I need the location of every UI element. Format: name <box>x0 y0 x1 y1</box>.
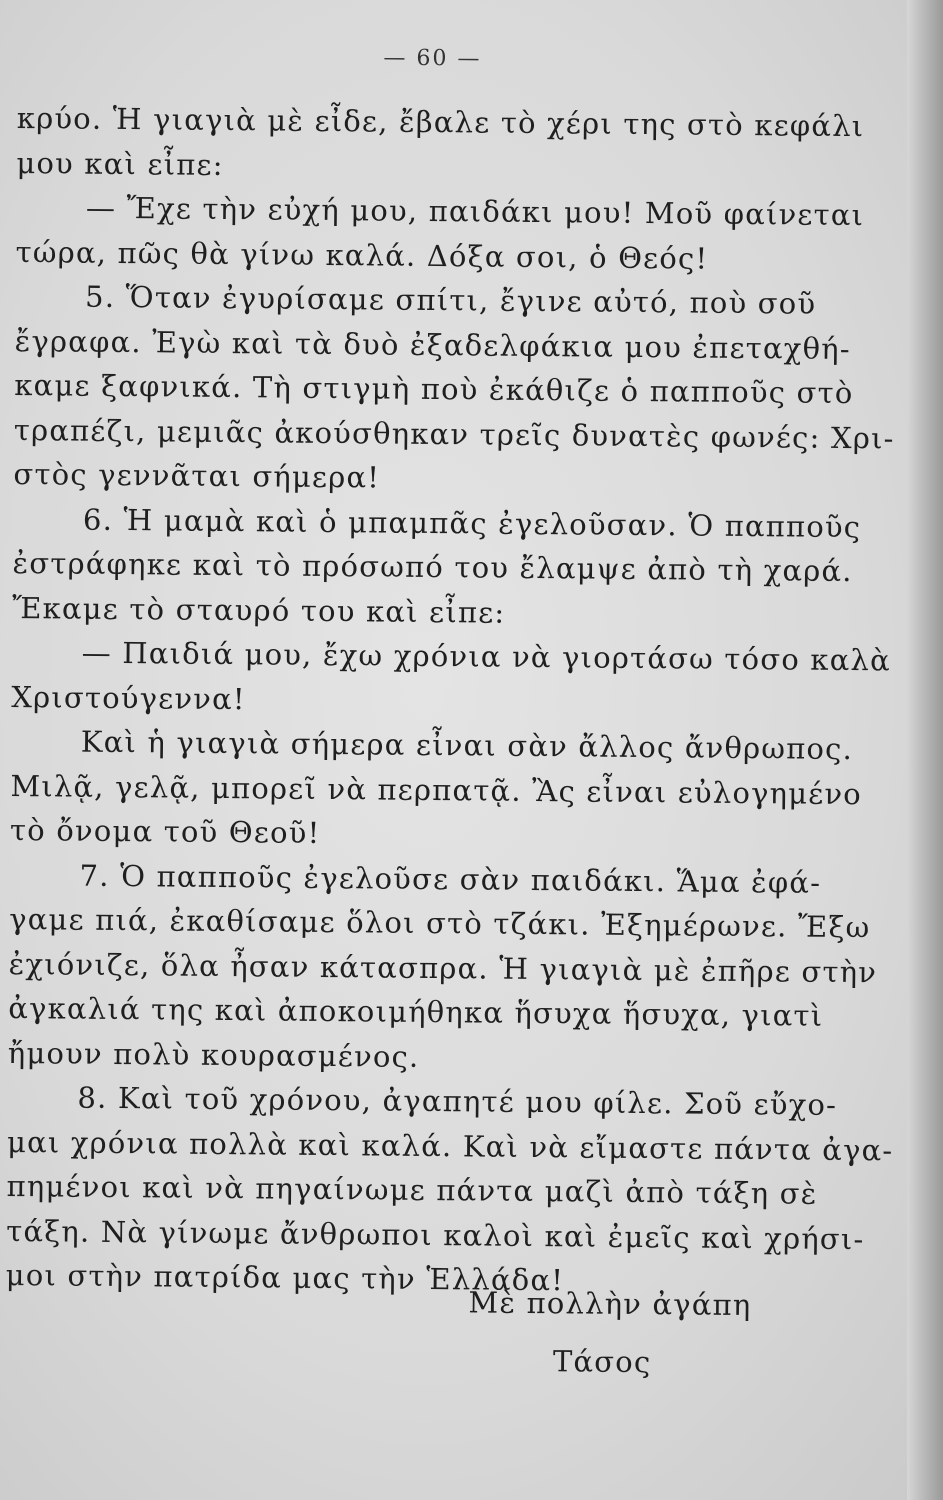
text-line: μου καὶ εἶπε: <box>16 145 224 182</box>
text-line: 8. Καὶ τοῦ χρόνου, ἀγαπητέ μου φίλε. Σοῦ εὔχο- <box>77 1080 838 1122</box>
text-line: μοι στὴν πατρίδα μας τὴν Ἑλλάδα! <box>5 1257 565 1298</box>
text-line: τραπέζι, μεμιᾶς ἀκούσθηκαν τρεῖς δυνατὲς φωνές: Χρι- <box>13 412 895 455</box>
signature: Τάσος <box>552 1344 652 1380</box>
text-line: γαμε πιά, ἐκαθίσαμε ὅλοι στὸ τζάκι. Ἐξημέρωνε. Ἔξω <box>9 901 871 945</box>
page-edge-shadow <box>907 0 943 1500</box>
text-line: 7. Ὁ παπποῦς ἐγελοῦσε σὰν παιδάκι. Ἅμα ἐφά- <box>79 858 822 900</box>
text-line: ἔγραφα. Ἐγὼ καὶ τὰ δυὸ ἐξαδελφάκια μου ἐπεταχθή- <box>14 323 851 366</box>
text-line: 6. Ἡ μαμὰ καὶ ὁ μπαμπᾶς ἐγελοῦσαν. Ὁ παπποῦς <box>82 502 862 544</box>
text-line: τὸ ὄνομα τοῦ Θεοῦ! <box>9 812 321 850</box>
text-line: κρύο. Ἡ γιαγιὰ μὲ εἶδε, ἔβαλε τὸ χέρι της στὸ κεφάλι <box>16 100 865 144</box>
text-line: — Ἔχε τὴν εὐχή μου, παιδάκι μου! Μοῦ φαίνεται <box>85 190 865 233</box>
closing-line: Μὲ πολλὴν ἀγάπη <box>468 1285 752 1323</box>
text-line: Μιλᾷ, γελᾷ, μπορεῖ νὰ περπατᾷ. Ἂς εἶναι εὐλογημένο <box>10 768 863 811</box>
text-line: στὸς γεννᾶται σήμερα! <box>13 456 381 495</box>
text-line: ἤμουν πολὺ κουρασμένος. <box>7 1035 420 1074</box>
text-line: ἀγκαλιά της καὶ ἀποκοιμήθηκα ἥσυχα ἥσυχα, γιατὶ <box>8 990 824 1033</box>
text-line: Ἔκαμε τὸ σταυρό του καὶ εἶπε: <box>12 590 506 630</box>
text-block <box>5 0 895 1380</box>
text-line: τώρα, πῶς θὰ γίνω καλά. Δόξα σοι, ὁ Θεός! <box>15 234 709 276</box>
text-line: 5. Ὅταν ἐγυρίσαμε σπίτι, ἔγινε αὐτό, ποὺ σοῦ <box>84 279 817 321</box>
page-number: — 60 — <box>383 45 482 72</box>
text-line: ἐστράφηκε καὶ τὸ πρόσωπό του ἔλαμψε ἀπὸ τὴ χαρά. <box>12 545 853 589</box>
text-line: μαι χρόνια πολλὰ καὶ καλά. Καὶ νὰ εἴμαστε πάντα ἀγα- <box>6 1124 894 1167</box>
text-line: — Παιδιά μου, ἔχω χρόνια νὰ γιορτάσω τόσο καλὰ <box>81 635 892 678</box>
text-line: τάξη. Νὰ γίνωμε ἄνθρωποι καλοὶ καὶ ἐμεῖς καὶ χρήσι- <box>6 1213 865 1256</box>
text-line: Καὶ ἡ γιαγιὰ σήμερα εἶναι σὰν ἄλλος ἄνθρωπος. <box>80 724 854 767</box>
text-line: καμε ξαφνικά. Τὴ στιγμὴ ποὺ ἐκάθιζε ὁ παπποῦς στὸ <box>14 367 854 411</box>
text-line: Χριστούγεννα! <box>11 679 246 716</box>
text-line: πημένοι καὶ νὰ πηγαίνωμε πάντα μαζὶ ἀπὸ τάξη σὲ <box>6 1168 818 1211</box>
text-line: ἐχιόνιζε, ὅλα ἦσαν κάτασπρα. Ἡ γιαγιὰ μὲ ἐπῆρε στὴν <box>8 946 878 989</box>
